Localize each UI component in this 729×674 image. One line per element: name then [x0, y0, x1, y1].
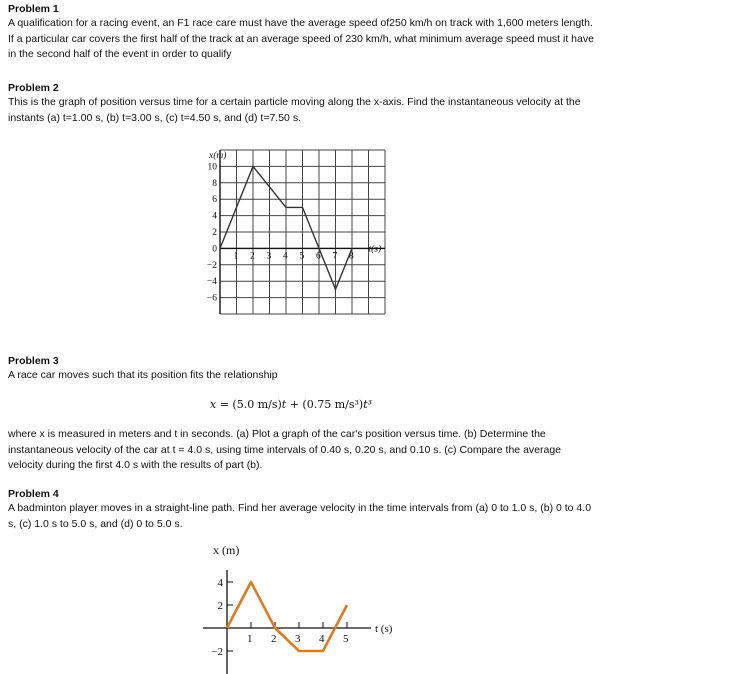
problem-4-title: Problem 4	[8, 488, 59, 500]
problem-3-title: Problem 3	[8, 355, 59, 367]
x-tick-label: 7	[332, 251, 338, 262]
problem-4	[8, 488, 598, 532]
x-tick-label: 5	[299, 251, 305, 262]
problem-2	[8, 82, 598, 126]
position-time-graph-1	[190, 140, 400, 340]
y-tick-label: 4	[212, 211, 217, 222]
y-tick-label: 8	[212, 178, 217, 189]
problem-2-title: Problem 2	[8, 82, 59, 94]
equation-lhs: x	[210, 398, 217, 411]
x-tick-label: 4	[283, 251, 288, 262]
x-tick-label: 5	[343, 633, 349, 645]
y-tick-label: 10	[207, 162, 217, 173]
x-tick-label: 4	[319, 633, 325, 645]
series-line	[227, 582, 347, 651]
x-tick-label: 2	[271, 633, 277, 645]
equation-term-1: = (5.0 m/s)	[216, 398, 282, 411]
x-tick-label: 6	[316, 251, 321, 262]
x-tick-label: 1	[247, 633, 253, 645]
problem-3-text: A race car moves such that its position fits the relationship	[8, 369, 278, 381]
problem-1-title: Problem 1	[8, 3, 59, 15]
y-tick-label: −2	[206, 260, 217, 271]
equation-t1: t	[281, 398, 287, 411]
position-equation	[210, 398, 372, 411]
problem-1-text: A qualification for a racing event, an F1 race care must have the average speed of250 km/h on track with 1,600 meters length. If a particular car covers the first half of the track at an average speed of 230 km/h, what minimum average speed must it have in the second half of the event in order to qualify	[8, 17, 594, 60]
x-axis-label: t (s)	[375, 623, 393, 635]
y-tick-label: 6	[212, 195, 217, 206]
x-tick-label: 2	[250, 251, 255, 262]
x-tick-label: 1	[233, 251, 239, 262]
position-time-graph-2	[195, 540, 415, 674]
problem-1	[8, 3, 598, 63]
y-tick-label: 0	[212, 244, 217, 255]
y-axis-label: x(m)	[209, 151, 227, 161]
y-tick-label: 2	[217, 600, 223, 612]
problem-3	[8, 355, 598, 384]
equation-t2: t³	[363, 398, 373, 411]
x-tick-label: 3	[295, 633, 301, 645]
y-tick-label: −6	[206, 293, 217, 304]
problem-3-text-2: where x is measured in meters and t in seconds. (a) Plot a graph of the car's position versus time. (b) Determine the instantaneous velocity of the car at t = 4.0 s, using time intervals of 0.40 s, 0.20 s, and 0.10 s. (c) Compare the average velocity during the first 4.0 s with the results of part (b).	[8, 428, 562, 471]
y-tick-label: −2	[211, 646, 223, 658]
x-axis-label: t(s)	[368, 244, 382, 255]
y-tick-label: 2	[212, 228, 217, 238]
x-tick-label: 8	[349, 251, 354, 262]
problem-2-text: This is the graph of position versus time for a certain particle moving along the x-axis. Find the instantaneous velocity at the instants (a) t=1.00 s, (b) t=3.00 s, (c) t=4.50 s, and (d) t=7.50 s.	[8, 96, 581, 124]
equation-term-2: + (0.75 m/s³)	[286, 398, 364, 411]
y-tick-label: 4	[217, 577, 223, 589]
problem-4-text: A badminton player moves in a straight-line path. Find her average velocity in the time intervals from (a) 0 to 1.0 s, (b) 0 to 4.0 s, (c) 1.0 s to 5.0 s, and (d) 0 to 5.0 s.	[8, 502, 592, 530]
y-tick-label: −4	[206, 277, 217, 288]
y-axis-label: x (m)	[213, 543, 240, 557]
x-tick-label: 3	[266, 251, 272, 262]
